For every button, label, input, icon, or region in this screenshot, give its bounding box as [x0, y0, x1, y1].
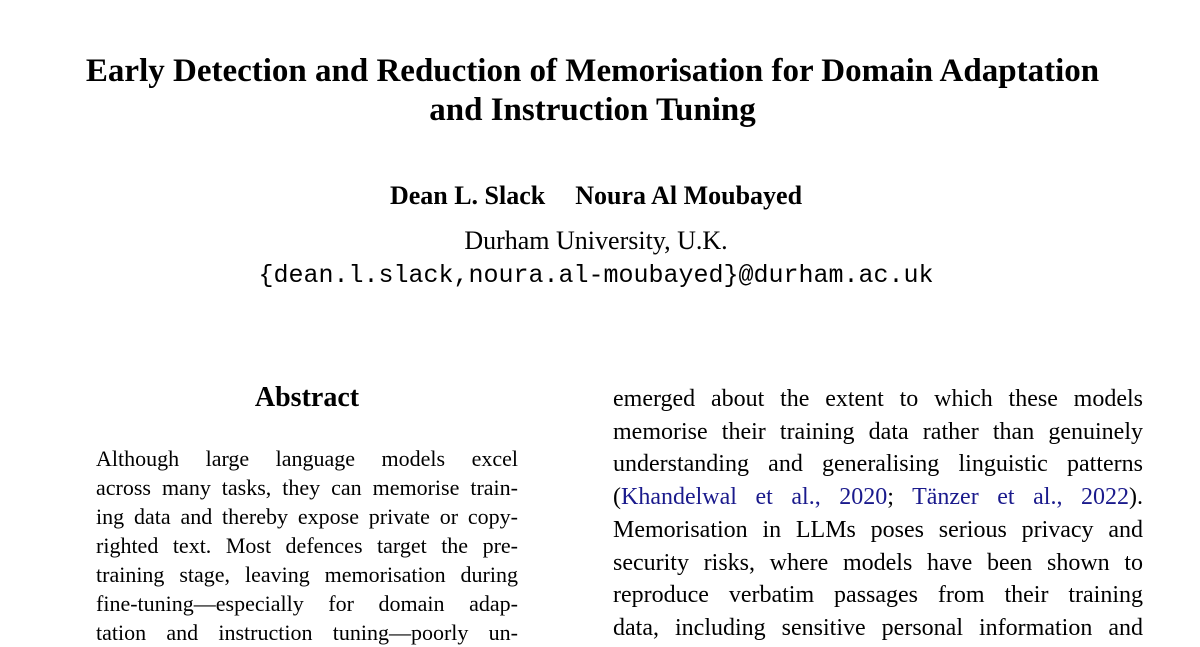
body-line: Memorisation in LLMs poses serious privacy and [613, 516, 1143, 543]
abstract-line: ing data and thereby expose private or copy- [96, 504, 518, 529]
title-line-2: and Instruction Tuning [429, 92, 756, 128]
abstract-body [96, 444, 518, 647]
author-name: Noura Al Moubayed [575, 181, 803, 210]
body-line: emerged about the extent to which these models [613, 386, 1143, 412]
author-name: Dean L. Slack [389, 181, 546, 210]
abstract-line: across many tasks, they can memorise train- [96, 475, 518, 500]
citation-link[interactable]: Tänzer et al., 2022 [912, 484, 1130, 511]
abstract-line: fine-tuning—especially for domain adap- [96, 591, 518, 616]
abstract-line: tation and instruction tuning—poorly un- [96, 620, 518, 645]
affiliation: Durham University, U.K. [464, 226, 728, 255]
body-line: memorise their training data rather than genuinely [613, 418, 1143, 445]
body-line-with-citations: (Khandelwal et al., 2020; Tänzer et al., 2022). [613, 484, 1144, 511]
body-line: data, including sensitive personal information and [613, 614, 1143, 641]
paper-title [20, 52, 1165, 130]
body-line: security risks, where models have been shown to [613, 549, 1143, 576]
abstract-line: Although large language models excel [96, 446, 518, 471]
abstract-line: righted text. Most defences target the pre- [96, 533, 518, 558]
body-line: reproduce verbatim passages from their training [613, 582, 1143, 609]
body-line: understanding and generalising linguistic patterns [613, 451, 1143, 478]
body-text-column [613, 383, 1143, 645]
citation-link[interactable]: Khandelwal et al., 2020 [621, 484, 888, 511]
author-email: {dean.l.slack,noura.al-moubayed}@durham.ac.uk [258, 261, 934, 290]
author-list [0, 180, 1192, 212]
abstract-line: training stage, leaving memorisation during [96, 562, 518, 587]
title-line-1: Early Detection and Reduction of Memorisation for Domain Adaptation [85, 53, 1100, 89]
abstract-heading: Abstract [254, 382, 360, 413]
